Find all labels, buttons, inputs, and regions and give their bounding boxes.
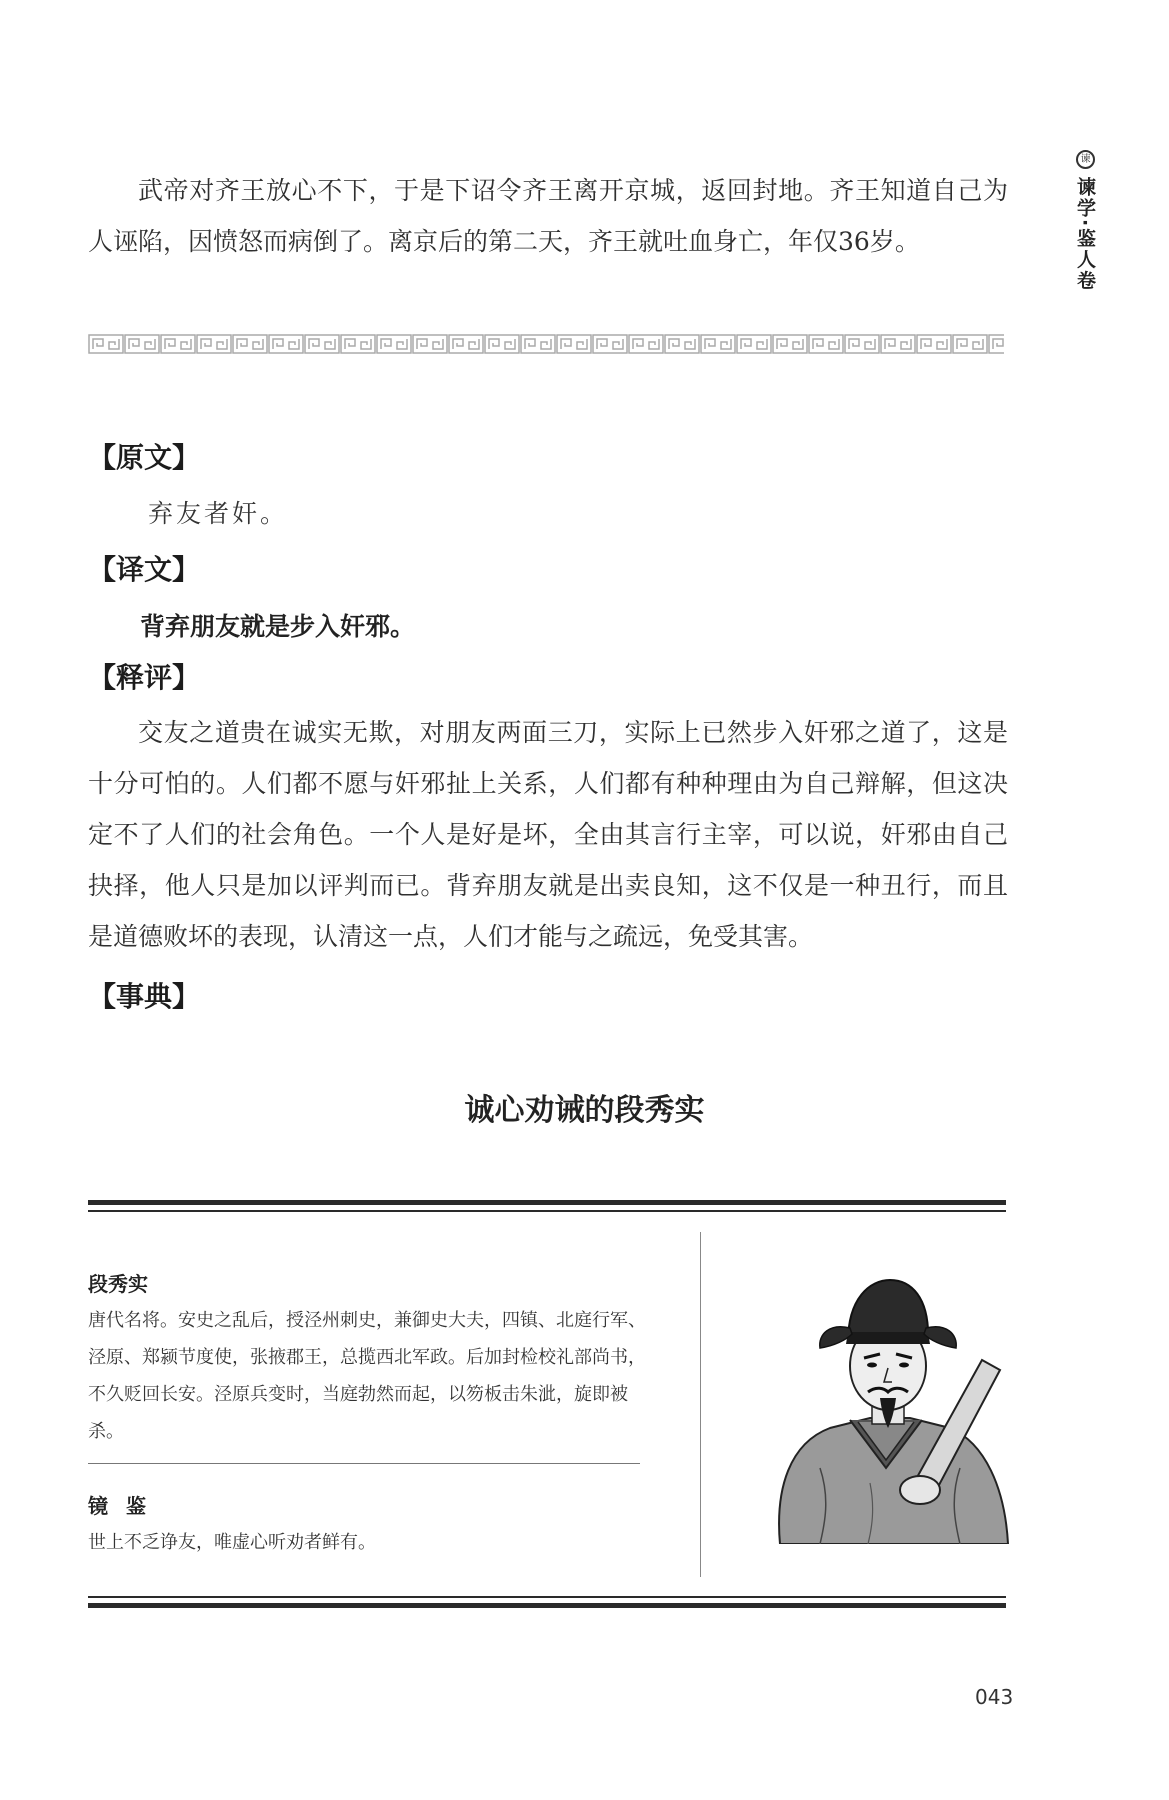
commentary-paragraph: 交友之道贵在诚实无欺，对朋友两面三刀，实际上已然步入奸邪之道了，这是十分可怕的。人们都不愿与奸邪扯上关系，人们都有种种理由为自己辩解，但这决定不了人们的社会角色。一个人是好是坏，全由其言行主宰，可以说，奸邪由自己抉择，他人只是加以评判而已。背弃朋友就是出卖良知，这不仅是一种丑行，而且是道德败坏的表现，认清这一点，人们才能与之疏远，免受其害。 [88,718,1008,951]
box-top-rule-thin [88,1210,1006,1212]
running-head-text: 谏学·鉴人卷 [1074,177,1096,292]
heading-commentary: 【释评】 [88,661,201,694]
mirror-label: 镜鉴 [88,1494,164,1518]
running-head [1072,150,1099,291]
box-vertical-divider [700,1232,701,1577]
heading-original-text: 【原文】 [88,441,201,474]
portrait-illustration [760,1268,1012,1544]
circle-badge-icon: 谏 [1076,150,1095,169]
mirror-text: 世上不乏诤友，唯虚心听劝者鲜有。 [88,1532,376,1553]
story-title: 诚心劝诫的段秀实 [464,1093,705,1128]
person-name-label: 段秀实 [88,1272,148,1296]
intro-paragraph: 武帝对齐王放心不下，于是下诏令齐王离开京城，返回封地。齐王知道自己为人诬陷，因愤怒而病倒了。离京后的第二天，齐王就吐血身亡，年仅36岁。 [88,176,1008,256]
box-divider-line [88,1463,640,1464]
original-text: 弃友者奸。 [148,499,289,528]
heading-anecdote: 【事典】 [88,980,201,1013]
box-bottom-rule-thick [88,1603,1006,1608]
person-biography: 唐代名将。安史之乱后，授泾州刺史，兼御史大夫，四镇、北庭行军、泾原、郑颍节度使，张掖郡王，总揽西北军政。后加封检校礼部尚书，不久贬回长安。泾原兵变时，当庭勃然而起，以笏板击朱泚，旋即被杀。 [88,1310,646,1442]
box-top-rule-thick [88,1200,1006,1205]
heading-translation: 【译文】 [88,553,201,586]
translation-text: 背弃朋友就是步入奸邪。 [140,612,416,641]
meander-border-ornament [88,333,1004,355]
box-bottom-rule-thin [88,1596,1006,1598]
page-number: 043 [975,1685,1014,1709]
